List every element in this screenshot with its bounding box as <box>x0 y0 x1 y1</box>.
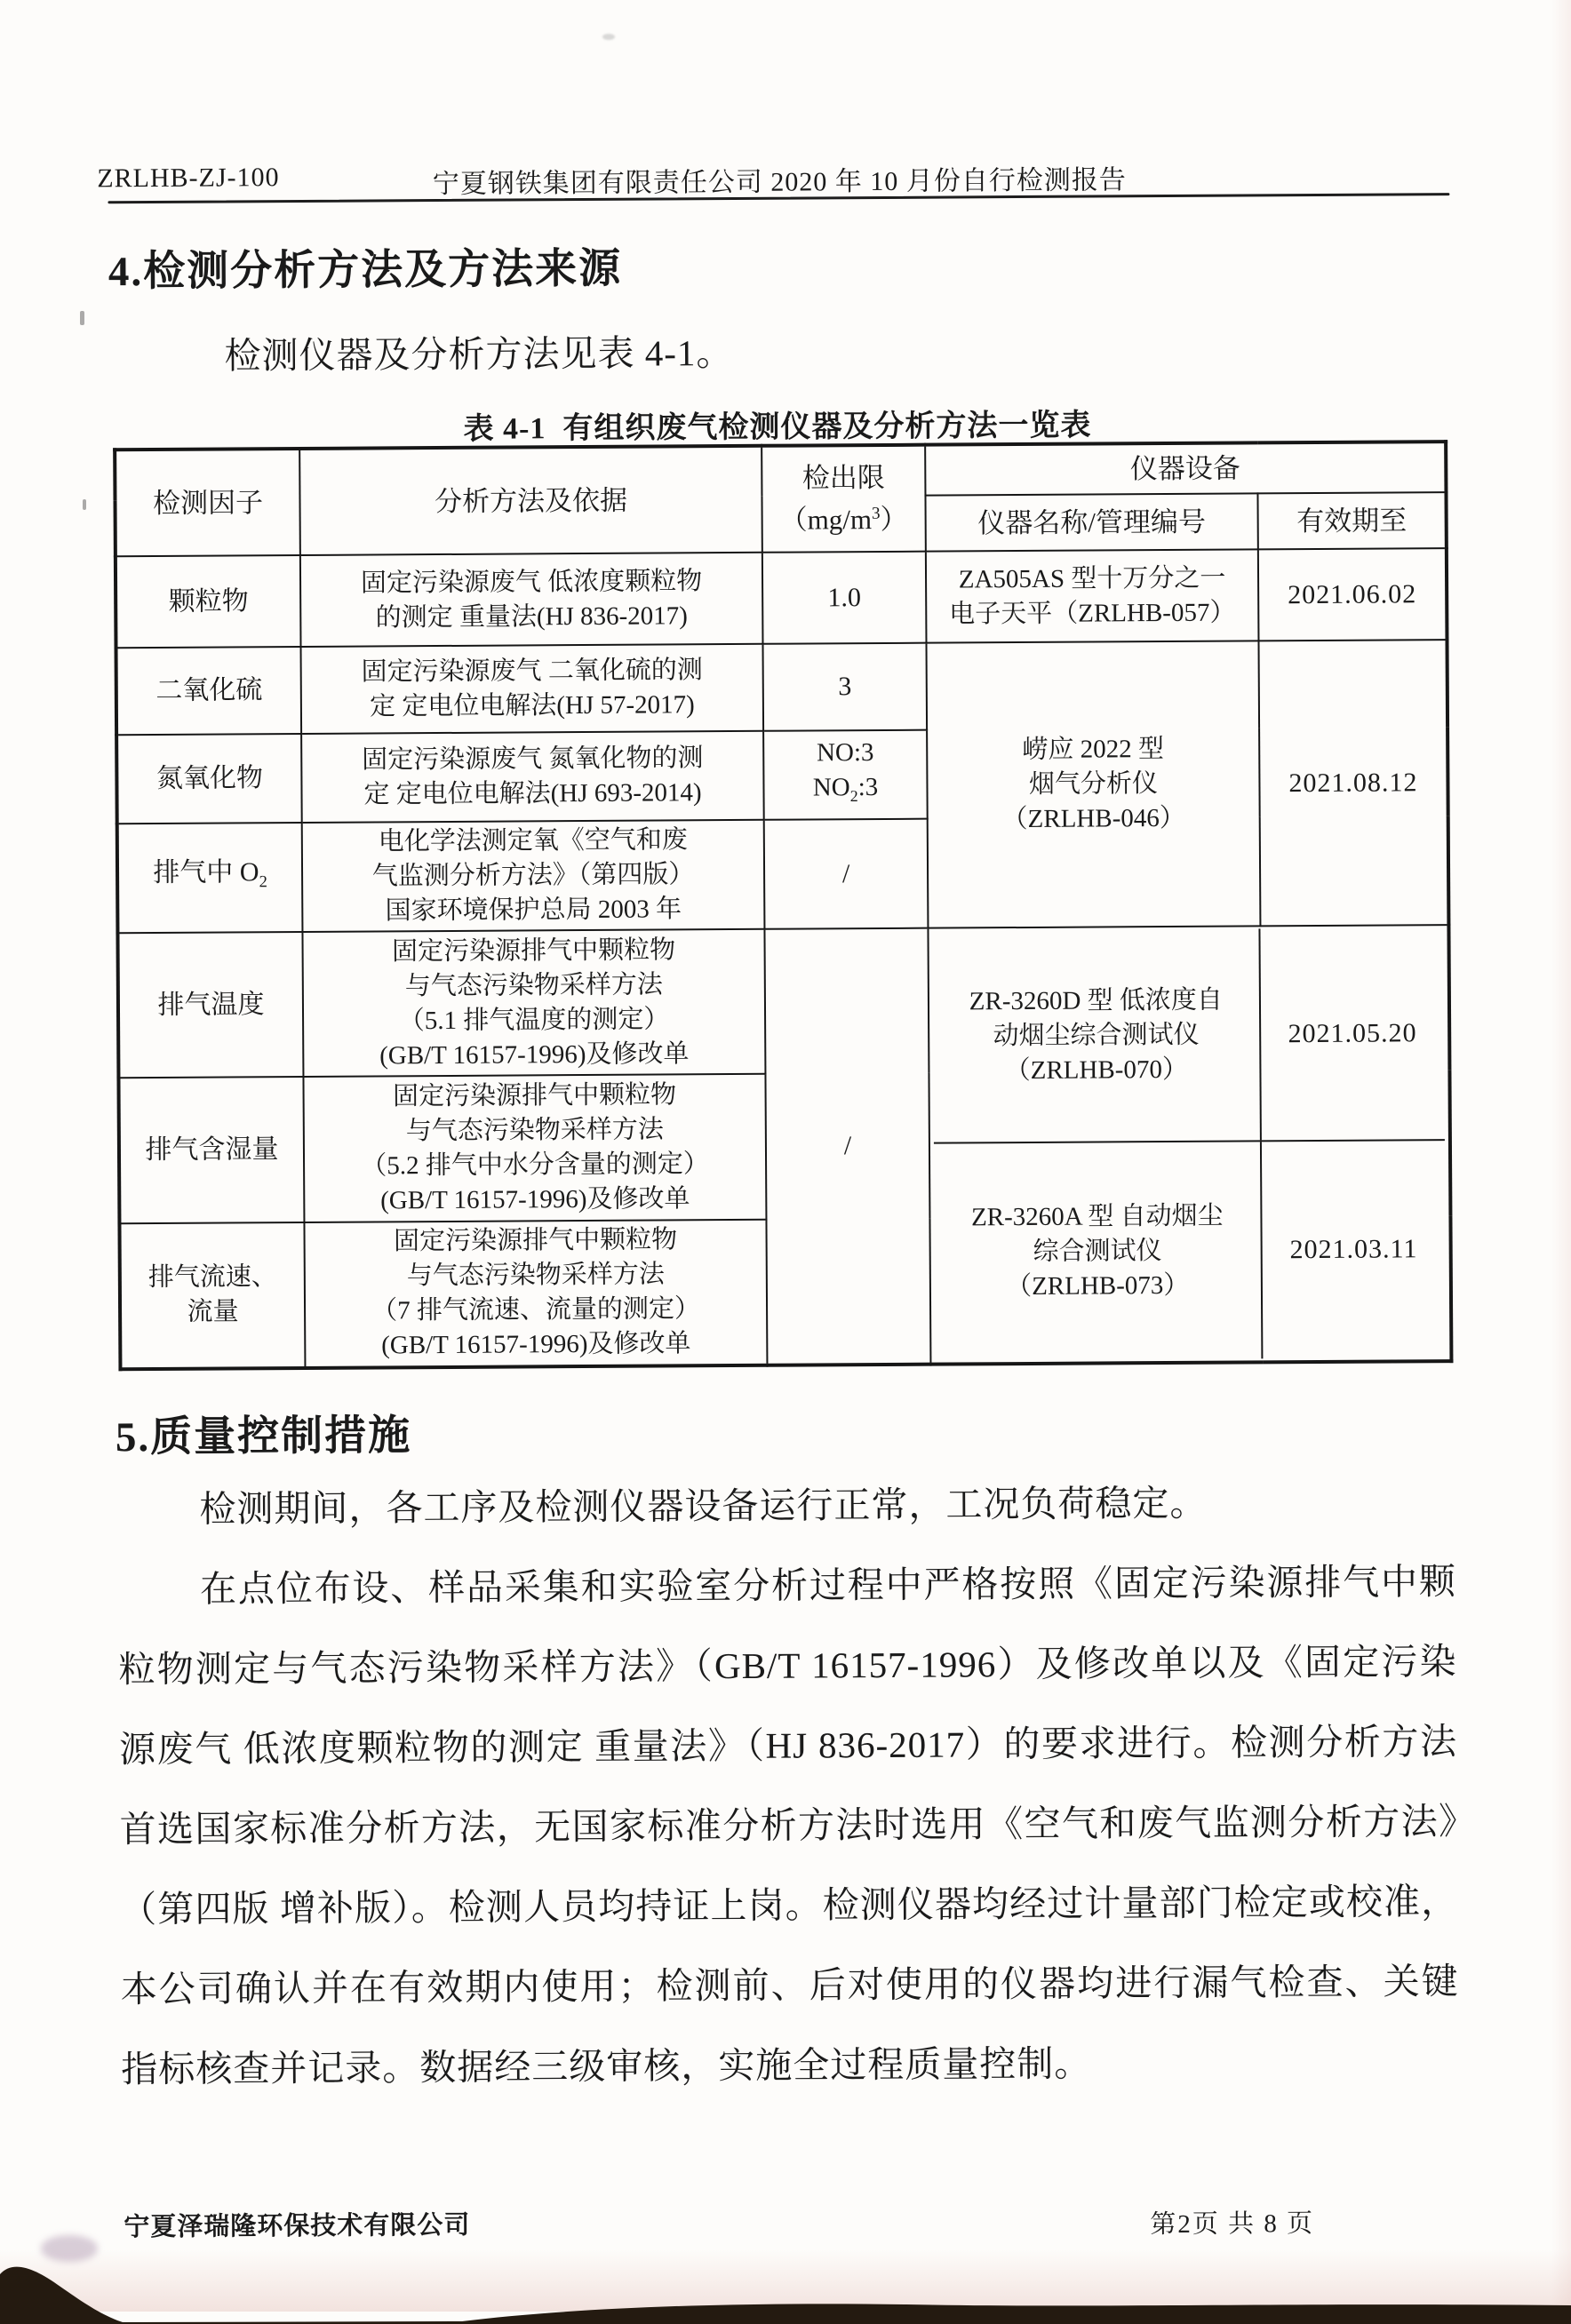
factor-cell: 排气温度 <box>117 932 303 1078</box>
instrument-cell-zr3260d: ZR-3260D 型 低浓度自 动烟尘综合测试仪 （ZRLHB-070） <box>969 985 1223 1085</box>
limit-cell: 3 <box>762 643 927 731</box>
factor-cell: 二氧化硫 <box>116 647 302 735</box>
col-header-instrument-name: 仪器名称/管理编号 <box>925 493 1257 551</box>
instrument-cell: ZA505AS 型十万分之一 电子天平（ZRLHB-057） <box>926 549 1259 642</box>
factor-cell: 氮氧化物 <box>116 734 302 824</box>
valid-until-cell: 2021.08.12 <box>1258 640 1448 926</box>
col-header-limit <box>762 445 926 553</box>
document-code: ZRLHB-ZJ-100 <box>97 163 280 194</box>
valid-until-cell: 2021.06.02 <box>1258 548 1447 641</box>
method-cell: 固定污染源废气 二氧化硫的测 定 定电位电解法(HJ 57-2017) <box>301 644 764 734</box>
factor-cell: 排气中 $O_2$ <box>117 823 303 933</box>
section5-title: 5.质量控制措施 <box>115 1413 412 1461</box>
scan-bottom-edge <box>0 2253 1571 2324</box>
instrument-merged-block <box>928 925 1451 1365</box>
limit-cell: / <box>764 819 929 929</box>
col-header-instrument-group: 仪器设备 <box>925 442 1446 496</box>
valid-until-cell: 2021.05.20 <box>1258 927 1445 1140</box>
limit-cell: 1.0 <box>762 552 927 644</box>
scan-speck <box>80 311 84 325</box>
footer-page-number: 第2页 共 8 页 <box>1150 2209 1315 2240</box>
instrument-cell-zr3260a: ZR-3260A 型 自动烟尘 综合测试仪 （ZRLHB-073） <box>970 1201 1224 1301</box>
table-row <box>116 640 1448 735</box>
method-cell: 固定污染源排气中颗粒物 与气态污染物采样方法 （7 排气流速、流量的测定） (GB/T 16157-1996)及修改单 <box>304 1219 767 1368</box>
col-header-method: 分析方法及依据 <box>299 446 762 555</box>
section4-title: 4.检测分析方法及方法来源 <box>108 245 623 296</box>
scan-speck <box>83 499 86 510</box>
section5-paragraph-1: 检测期间，各工序及检测仪器设备运行正常，工况负荷稳定。 <box>199 1482 1208 1530</box>
method-cell: 固定污染源废气 低浓度颗粒物 的测定 重量法(HJ 836-2017) <box>300 553 763 647</box>
method-cell: 固定污染源排气中颗粒物 与气态污染物采样方法 （5.2 排气中水分含量的测定） (GB/T 16157-1996)及修改单 <box>303 1074 766 1222</box>
method-cell: 固定污染源排气中颗粒物 与气态污染物采样方法 （5.1 排气温度的测定） (GB/T 16157-1996)及修改单 <box>302 929 765 1078</box>
table-row <box>116 548 1447 648</box>
section5-paragraph-2: 在点位布设、样品采集和实验室分析过程中严格按照《固定污染源排气中颗粒物测定与气态污染物采样方法》（GB/T 16157-1996）及修改单以及《固定污染源废气 低浓度颗粒物的测定 重量法》（HJ 836-2017）的要求进行。检测分析方法首选国家标准分析方法，无国家标准分析方法时选用《空气和废气监测分析方法》（第四版 增补版）。检测人员均持证上岗。检测仪器均经过计量部门检定或校准，本公司确认并在有效期内使用；检测前、后对使用的仪器均进行漏气检查、关键指标核查并记录。数据经三级审核，实施全过程质量控制。 <box>118 1561 1459 2090</box>
footer-company: 宁夏泽瑞隆环保技术有限公司 <box>124 2210 471 2242</box>
scan-smudge-top <box>602 34 615 40</box>
limit-cell: NO:3 $NO_2:3$ <box>763 730 928 820</box>
factor-cell: 排气流速、 流量 <box>119 1222 305 1370</box>
table-caption: 表 4-1 有组织废气检测仪器及分析方法一览表 <box>463 409 1092 446</box>
col-header-factor: 检测因子 <box>115 449 300 556</box>
limit-no2-line: $NO_2:3$ <box>812 773 879 806</box>
instrument-cell-gas-analyzer: 崂应 2022 型 烟气分析仪 （ZRLHB-046） <box>926 641 1260 927</box>
limit-cell: / <box>764 928 930 1365</box>
limit-label: 检出限 <box>801 462 885 494</box>
limit-unit: $(mg/m^3)$ <box>779 503 908 536</box>
valid-until-cell: 2021.03.11 <box>1260 1141 1447 1358</box>
col-header-valid-until: 有效期至 <box>1257 492 1446 549</box>
method-cell: 电化学法测定氧《空气和废 气监测分析方法》（第四版） 国家环境保护总局 2003 年 <box>302 820 765 932</box>
factor-cell: 颗粒物 <box>116 555 301 648</box>
table-row <box>117 925 1449 1078</box>
instrument-merged-grid <box>932 927 1446 1361</box>
method-cell: 固定污染源废气 氮氧化物的测 定 定电位电解法(HJ 693-2014) <box>301 731 764 823</box>
instrument-method-table <box>113 440 1453 1371</box>
instrument-subrow-zr3260a <box>934 1139 1446 1361</box>
table-header-row-1 <box>115 442 1446 500</box>
report-title: 宁夏钢铁集团有限责任公司 2020 年 10 月份自行检测报告 <box>432 165 1127 200</box>
instrument-subrow-zr3260d <box>932 927 1444 1142</box>
factor-cell: 排气含湿量 <box>118 1077 304 1223</box>
section4-intro: 检测仪器及分析方法见表 4-1。 <box>224 331 734 377</box>
section5-body <box>117 1461 1459 2109</box>
